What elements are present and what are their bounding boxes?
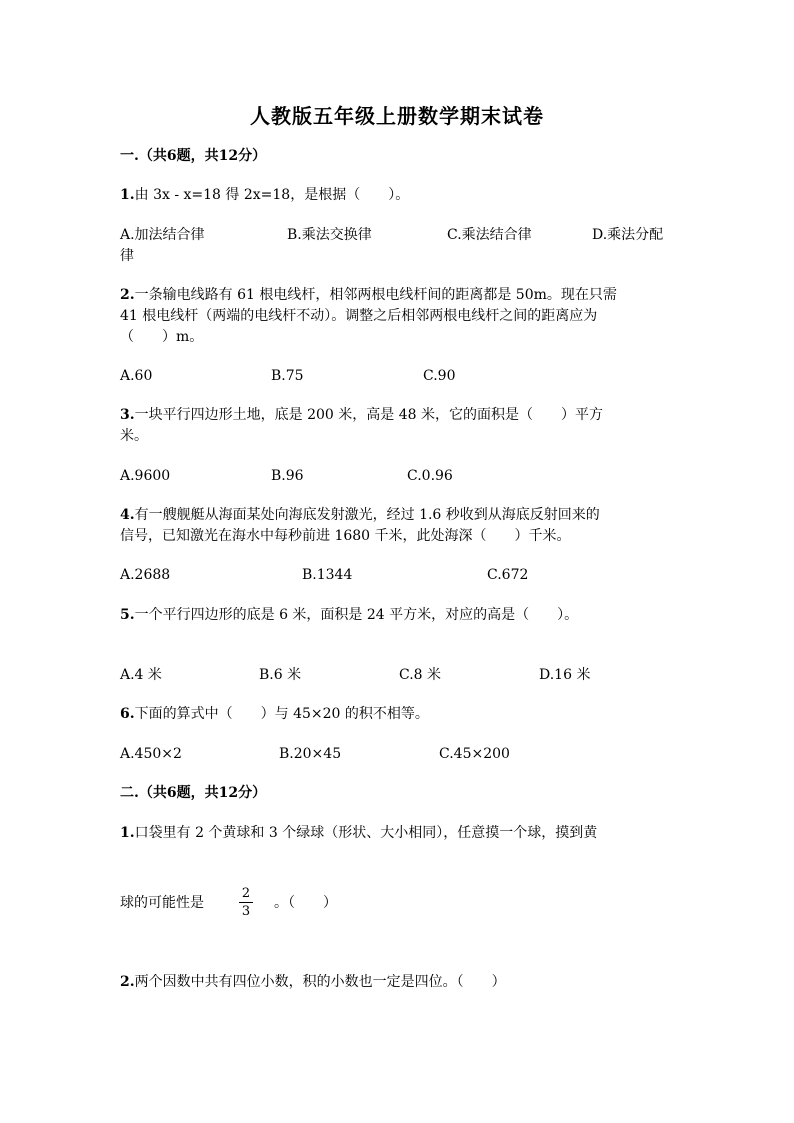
question-text-line: 口袋里有 2 个黄球和 3 个绿球（形状、大小相同），任意摸一个球，摸到黄: [134, 825, 598, 841]
fraction: [239, 886, 253, 919]
option-b: B.乘法交换律: [287, 227, 372, 243]
option-a: A.加法结合律: [120, 227, 205, 243]
question-text: 两个因数中共有四位小数，积的小数也一定是四位。（ ）: [134, 974, 506, 990]
question-text-line: （ ）m。: [120, 329, 204, 345]
option-c: C.90: [423, 368, 456, 384]
option-a: A.4 米: [120, 667, 162, 683]
option-d: D.16 米: [539, 667, 591, 683]
question-text-line: 米。: [120, 428, 148, 444]
question-1-4: [120, 505, 600, 525]
question-number: 1.: [120, 187, 135, 203]
fraction-numerator: 2: [241, 886, 251, 901]
option-b: B.20×45: [279, 746, 342, 762]
question-text-line: 41 根电线杆（两端的电线杆不动）。调整之后相邻两根电线杆之间的距离应为: [120, 308, 598, 324]
question-1-5: [120, 605, 578, 625]
question-text-line: 。（ ）: [274, 895, 337, 911]
question-2-1: [120, 823, 597, 843]
question-number: 5.: [120, 607, 135, 623]
option-c: C.45×200: [439, 746, 510, 762]
question-number: 4.: [120, 507, 135, 523]
section-2-heading: 二.（共6题，共12分）: [120, 785, 267, 801]
question-text: 由 3x - x=18 得 2x=18，是根据（ ）。: [134, 187, 410, 203]
question-1-2: [120, 285, 617, 305]
question-text-line: 有一艘舰艇从海面某处向海底发射激光，经过 1.6 秒收到从海底反射回来的: [134, 507, 600, 523]
option-c: C.0.96: [407, 468, 453, 484]
question-text-line: 一块平行四边形土地，底是 200 米，高是 48 米，它的面积是（ ）平方: [134, 407, 603, 423]
question-number: 2.: [120, 974, 135, 990]
question-text: 下面的算式中（ ）与 45×20 的积不相等。: [134, 706, 429, 722]
option-b: B.75: [271, 368, 304, 384]
page-title: 人教版五年级上册数学期末试卷: [250, 104, 544, 128]
question-1-1: [120, 185, 409, 205]
option-d-wrap: 律: [120, 248, 134, 264]
option-b: B.96: [271, 468, 304, 484]
question-1-3: [120, 405, 603, 425]
option-b: B.1344: [302, 567, 353, 583]
option-d: D.乘法分配: [592, 227, 664, 243]
question-number: 3.: [120, 407, 135, 423]
option-b: B.6 米: [259, 667, 302, 683]
option-c: C.乘法结合律: [447, 227, 532, 243]
fraction-denominator: 3: [241, 904, 251, 919]
option-c: C.8 米: [399, 667, 442, 683]
question-number: 2.: [120, 287, 135, 303]
option-a: A.60: [120, 368, 153, 384]
question-text: 一个平行四边形的底是 6 米，面积是 24 平方米，对应的高是（ ）。: [134, 607, 579, 623]
question-text-line: 信号，已知激光在海水中每秒前进 1680 千米，此处海深（ ）千米。: [120, 528, 571, 544]
question-text-line: 球的可能性是: [120, 895, 204, 911]
question-2-2: [120, 972, 506, 992]
question-1-6: [120, 704, 429, 724]
option-a: A.9600: [120, 468, 171, 484]
fraction-bar: [239, 902, 253, 903]
option-c: C.672: [487, 567, 529, 583]
question-number: 6.: [120, 706, 135, 722]
option-a: A.2688: [120, 567, 171, 583]
section-1-heading: 一.（共6题，共12分）: [120, 148, 267, 164]
question-number: 1.: [120, 825, 135, 841]
option-a: A.450×2: [120, 746, 182, 762]
question-text-line: 一条输电线路有 61 根电线杆，相邻两根电线杆间的距离都是 50m。现在只需: [134, 287, 617, 303]
